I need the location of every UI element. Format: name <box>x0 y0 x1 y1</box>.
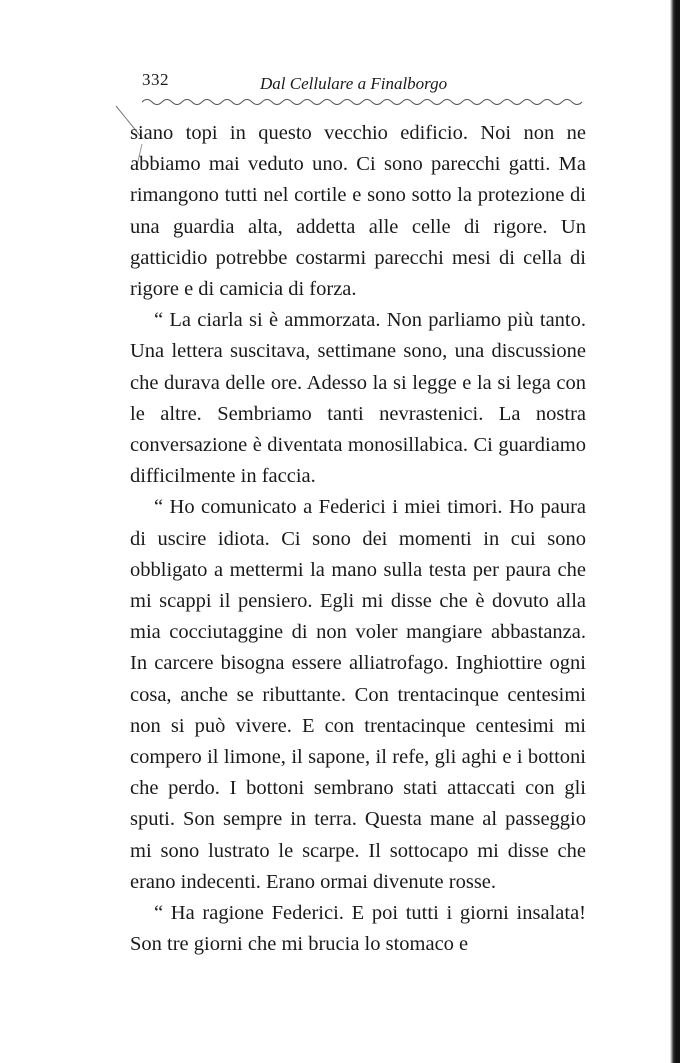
page-edge <box>676 0 680 1063</box>
paragraph: “ Ha ragione Federici. E poi tutti i giorni insalata! Son tre giorni che mi brucia lo stomaco e <box>130 902 586 956</box>
paragraph: “ Ho comunicato a Federici i miei timori. Ho paura di uscire idiota. Ci sono dei momenti in cui sono obbligato a mettermi la mano sulla testa per paura che mi scappi il pensiero. Egli mi disse che è dovuto alla mia cocciutaggine di non voler mangiare abbastanza. In carcere bisogna essere alliatrofago. Inghiottire ogni cosa, anche se ributtante. Con trentacinque centesimi non si può vivere. E con trentacinque centesimi mi compero il limone, il sapone, il refe, gli aghi e i bottoni che perdo. I bottoni sembrano stati attaccati con gli sputi. Son sempre in terra. Questa mane al passeggio mi sono lustrato le scarpe. Il sottocapo mi disse che erano indecenti. Erano ormai divenute rosse. <box>130 496 586 893</box>
running-title: Dal Cellulare a Finalborgo <box>260 74 448 93</box>
header-ornament-rule <box>142 96 582 108</box>
paragraph: “ La ciarla si è ammorzata. Non parliamo più tanto. Una lettera suscitava, settimane sono, una discussione che durava delle ore. Adesso la si legge e la si lega con le altre. Sembriamo tanti nevrastenici. La nostra conversazione è diventata monosillabica. Ci guardiamo difficilmente in faccia. <box>130 309 586 488</box>
body-text <box>130 118 586 960</box>
page-number: 332 <box>142 70 169 89</box>
paragraph: siano topi in questo vecchio edificio. Noi non ne abbiamo mai veduto uno. Ci sono parecchi gatti. Ma rimangono tutti nel cortile e sono sotto la protezione di una guardia alta, addetta alle celle di rigore. Un gatticidio potrebbe costarmi parecchi mesi di cella di rigore e di camicia di forza. <box>130 122 586 301</box>
